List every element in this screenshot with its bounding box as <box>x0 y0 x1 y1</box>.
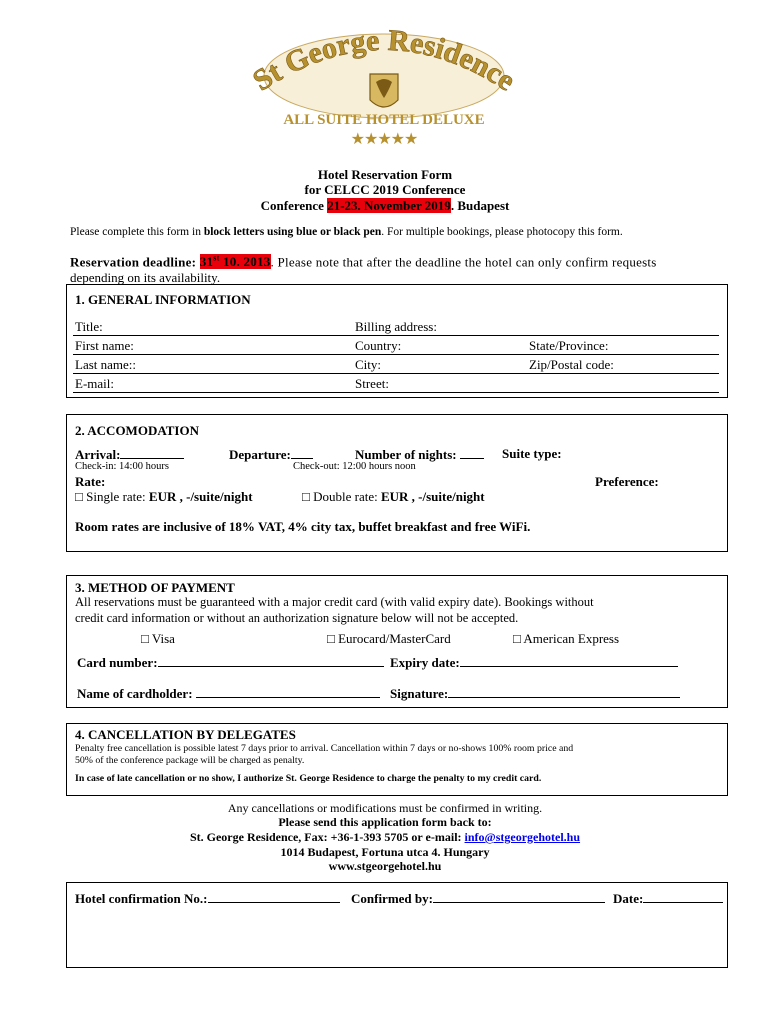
mastercard-option[interactable]: □ Eurocard/MasterCard <box>327 631 451 646</box>
rate-label: Rate: <box>75 474 106 489</box>
section4-title: 4. CANCELLATION BY DELEGATES <box>75 727 296 742</box>
suite-type-label: Suite type: <box>502 446 562 461</box>
single-rate-price: EUR , -/suite/night <box>148 489 253 504</box>
hotel-logo <box>238 16 530 166</box>
logo-subtitle: ALL SUITE HOTEL DELUXE <box>283 112 485 128</box>
payment-text-2: credit card information or without an authorization signature below will not be accepted. <box>75 611 519 625</box>
conference-city: . Budapest <box>450 198 510 213</box>
cancellation-authorization: In case of late cancellation or no show, I authorize St. George Residence to charge the penalty to my credit card. <box>75 773 542 784</box>
nights-label: Number of nights: <box>355 447 457 462</box>
footer-send-back: Please send this application form back to: <box>278 815 492 829</box>
double-rate-price: EUR , -/suite/night <box>380 489 485 504</box>
last-name-field[interactable] <box>73 373 719 374</box>
conference-label: Conference <box>260 198 328 213</box>
accommodation-section <box>66 414 728 552</box>
deadline-label: Reservation deadline: <box>70 254 200 270</box>
expiry-field[interactable] <box>390 654 678 671</box>
title-label: Title: <box>75 319 103 334</box>
arrival-line <box>120 446 184 459</box>
amex-option[interactable]: □ American Express <box>513 631 620 646</box>
deadline-sup: st <box>213 254 220 263</box>
instructions <box>70 226 623 238</box>
checkin-note: Check-in: 14:00 hours <box>75 461 169 472</box>
city-label: City: <box>355 357 382 372</box>
last-name-label: Last name:: <box>75 357 137 372</box>
confirmation-number-label: Hotel confirmation No.: <box>75 891 208 906</box>
visa-option[interactable]: □ Visa <box>141 631 175 646</box>
confirmation-number-field[interactable] <box>75 890 340 907</box>
single-rate-option[interactable] <box>75 489 253 505</box>
footer-contact <box>0 830 770 845</box>
title-field[interactable] <box>73 335 719 336</box>
suite-type-field[interactable] <box>502 446 562 462</box>
zip-label: Zip/Postal code: <box>529 357 614 372</box>
date-label: Date: <box>613 891 644 906</box>
form-subtitle: for CELCC 2019 Conference <box>304 182 466 197</box>
signature-field[interactable] <box>390 685 680 702</box>
deadline-note: . Please note that after the deadline the hotel can only confirm requests <box>270 254 657 270</box>
signature-label: Signature: <box>390 686 449 701</box>
deadline-rest: 10. 2013 <box>219 254 271 270</box>
arrival-label: Arrival: <box>75 447 121 462</box>
deadline-note-2: depending on its availability. <box>70 270 221 285</box>
confirmation-number-line <box>208 890 340 903</box>
section3-title: 3. METHOD OF PAYMENT <box>75 580 235 595</box>
deadline-date <box>200 254 271 269</box>
date-line <box>643 890 723 903</box>
double-rate-label: □ Double rate: <box>302 489 381 504</box>
cardholder-field[interactable] <box>77 685 380 702</box>
instructions-emphasis: block letters using blue or black pen <box>203 226 382 238</box>
logo-stars: ★★★★★ <box>350 131 418 148</box>
confirmed-by-label: Confirmed by: <box>351 891 433 906</box>
nights-line <box>460 446 484 459</box>
departure-line <box>291 446 313 459</box>
billing-address-label: Billing address: <box>355 319 437 334</box>
card-number-field[interactable] <box>77 654 384 671</box>
cancellation-text-1: Penalty free cancellation is possible latest 7 days prior to arrival. Cancellation within 7 days or no-shows 100% room price and <box>75 743 574 754</box>
payment-section <box>66 575 728 708</box>
date-field[interactable] <box>613 890 723 907</box>
general-information-section <box>66 284 728 398</box>
single-rate-label: □ Single rate: <box>75 489 149 504</box>
email-label: E-mail: <box>75 376 114 391</box>
state-label: State/Province: <box>529 338 609 353</box>
conference-dates: 21-23. November 2019 <box>327 198 451 213</box>
instructions-text: Please complete this form in <box>70 226 204 238</box>
deadline-day: 31 <box>199 254 214 270</box>
preference-label: Preference: <box>595 474 659 489</box>
footer-note: Any cancellations or modifications must be confirmed in writing. <box>227 801 543 815</box>
card-number-label: Card number: <box>77 655 158 670</box>
footer-fax: St. George Residence, Fax: +36-1-393 5705 or e-mail: <box>189 830 465 844</box>
confirmed-by-field[interactable] <box>351 890 605 907</box>
email-field[interactable] <box>73 392 719 393</box>
double-rate-option[interactable] <box>302 489 485 505</box>
cancellation-text-2: 50% of the conference package will be charged as penalty. <box>75 755 305 766</box>
deadline-line <box>70 254 730 270</box>
departure-label: Departure: <box>229 447 291 462</box>
checkout-note: Check-out: 12:00 hours noon <box>293 461 416 472</box>
first-name-label: First name: <box>75 338 134 353</box>
footer-website: www.stgeorgehotel.hu <box>328 859 442 873</box>
street-label: Street: <box>355 376 389 391</box>
section1-title: 1. GENERAL INFORMATION <box>75 292 251 307</box>
signature-line <box>448 685 680 698</box>
footer-address: 1014 Budapest, Fortuna utca 4. Hungary <box>280 845 490 859</box>
footer-email-link[interactable]: info@stgeorgehotel.hu <box>464 830 581 844</box>
hotel-confirmation-section <box>66 882 728 968</box>
form-title: Hotel Reservation Form <box>317 167 453 182</box>
card-number-line <box>158 654 384 667</box>
first-name-field[interactable] <box>73 354 719 355</box>
cardholder-label: Name of cardholder: <box>77 686 196 701</box>
conference-dates-line <box>0 198 770 214</box>
rates-inclusive-note: Room rates are inclusive of 18% VAT, 4% city tax, buffet breakfast and free WiFi. <box>75 519 531 534</box>
instructions-text-2: . For multiple bookings, please photocopy this form. <box>381 226 623 238</box>
country-label: Country: <box>355 338 402 353</box>
svg-text:St George Residence: St George Residence <box>247 23 521 98</box>
cardholder-line <box>196 685 380 698</box>
confirmed-by-line <box>433 890 605 903</box>
section2-title: 2. ACCOMODATION <box>75 423 199 438</box>
payment-text-1: All reservations must be guaranteed with a major credit card (with valid expiry date). Bookings without <box>75 595 594 609</box>
expiry-line <box>460 654 678 667</box>
cancellation-section <box>66 723 728 796</box>
expiry-label: Expiry date: <box>390 655 460 670</box>
